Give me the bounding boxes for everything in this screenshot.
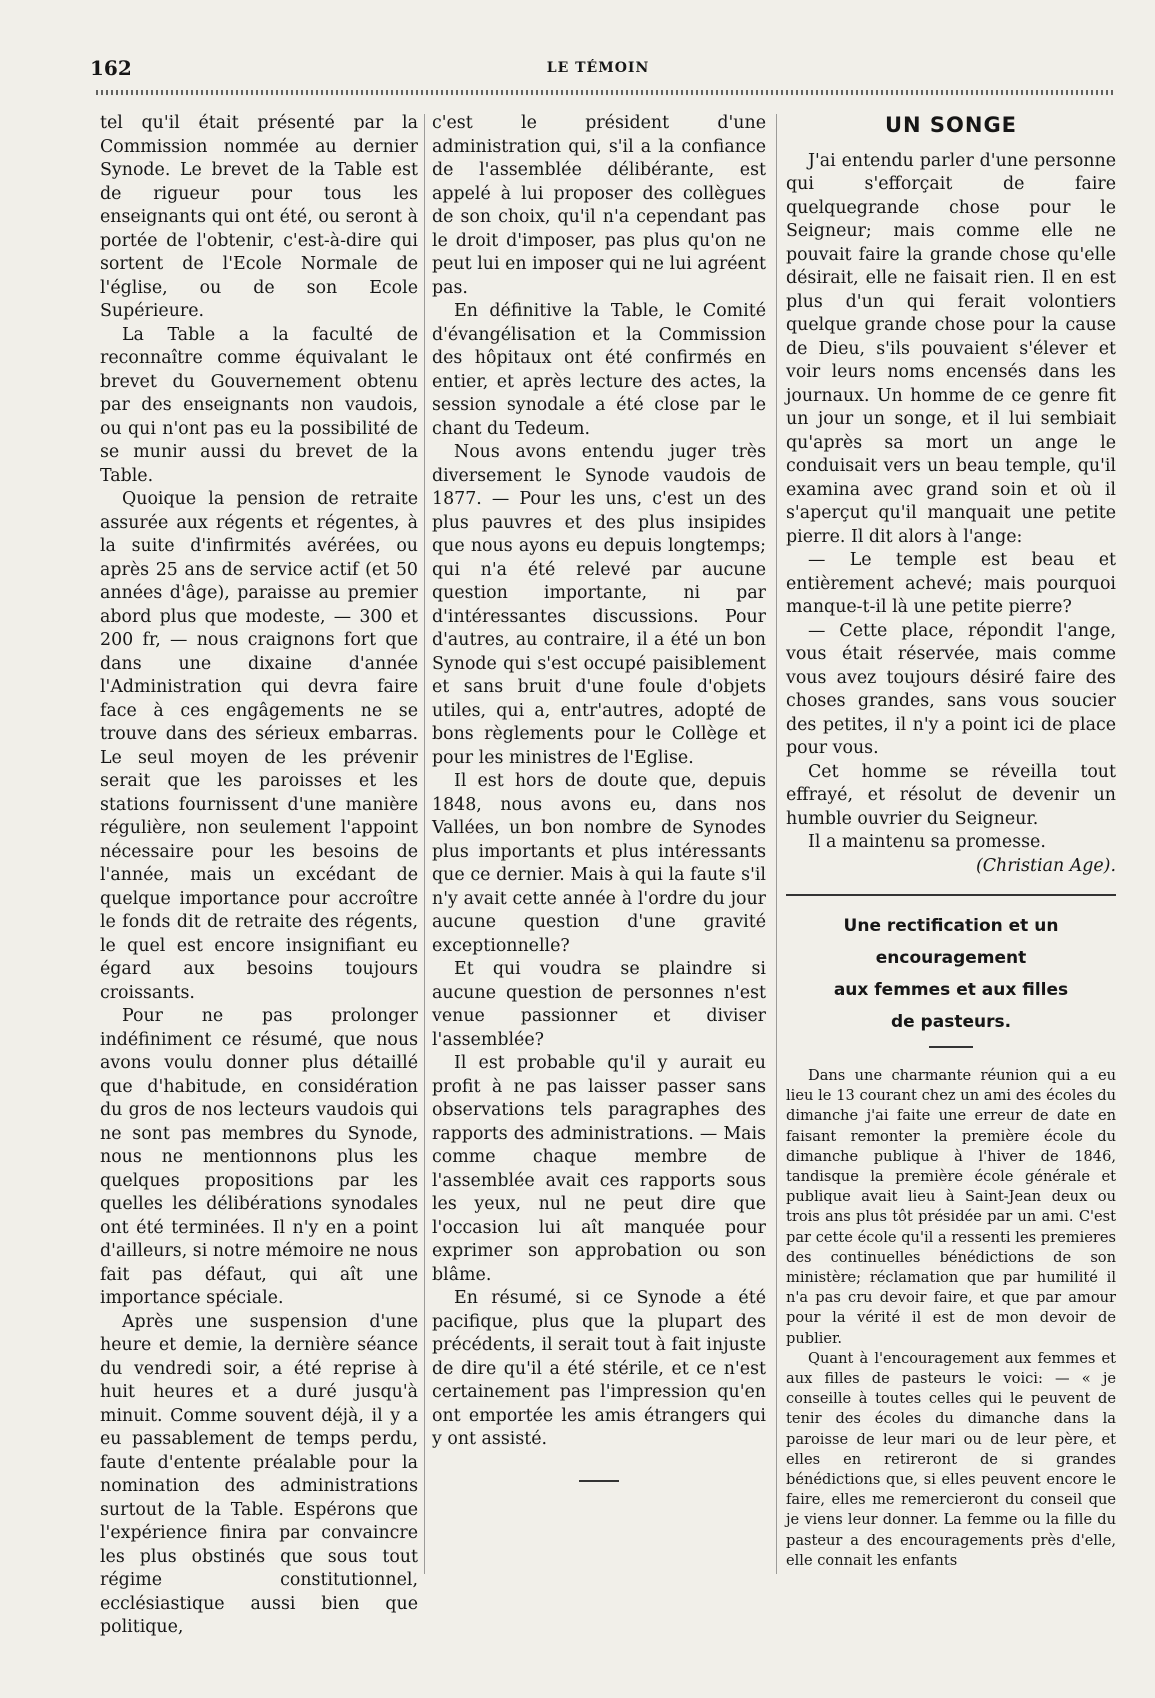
paragraph: Pour ne pas prolonger indéfiniment ce résumé, que nous avons voulu donner plus détaillé que d'habitude, en considération du gros de nos lecteurs vaudois qui ne sont pas membres du Synode, nous ne mentionnons plus les quelques propositions par les quelles les délibérations synodales ont été terminées. Il n'y en a point d'ailleurs, si notre mémoire ne nous fait pas défaut, qui aît une importance spéciale. (100, 1006, 418, 1308)
paragraph: Et qui voudra se plaindre si aucune question de personnes n'est venue passionner et diviser l'assemblée? (432, 959, 766, 1050)
article-signature: (Christian Age). (975, 855, 1116, 876)
paragraph: Il a maintenu sa promesse. (808, 832, 1046, 852)
column-1 (100, 112, 418, 1640)
article-title-line-2: aux femmes et aux filles (833, 980, 1069, 1000)
paragraph: En définitive la Table, le Comité d'évangélisation et la Commission des hôpitaux ont été confirmés en entier, et après lecture des actes, la session synodale a été close par le chant du Tedeum. (432, 301, 766, 439)
paragraph: Il est hors de doute que, depuis 1848, nous avons eu, dans nos Vallées, un bon nombre de Synodes plus importants et plus intéressants que ce dernier. Mais à qui la faute s'il n'y avait cette année à l'ordre du jour aucune question d'une gravité exceptionnelle? (432, 771, 766, 956)
paragraph: La Table a la faculté de reconnaître comme équivalant le brevet du Gouvernement obtenu par des enseignants non vaudois, ou qui n'ont pas eu la possibilité de se munir aussi du brevet de la Table. (100, 324, 418, 486)
article-title-line-1: Une rectification et un encouragement (843, 916, 1059, 968)
paragraph: c'est le président d'une administration qui, s'il a la confiance de l'assemblée délibérante, est appelé à lui proposer des collègues de son choix, qu'il n'a cependant pas le droit d'imposer, pas plus qu'on ne peut lui en imposer qui ne lui agréent pas. (432, 113, 766, 298)
article-title-line-3: de pasteurs. (890, 1012, 1012, 1032)
section-rule (786, 894, 1116, 896)
article-title-un-songe: UN SONGE (884, 113, 1018, 137)
paragraph: Quant à l'encouragement aux femmes et aux filles de pasteurs le voici: — « je conseille à toutes celles qui le peuvent de tenir des écoles du dimanche dans la paroisse de leur mari ou de leur père, et elles en retireront de si grandes bénédictions que, si elles peuvent encore le faire, elles me remercieront du conseil que je viens leur donner. La femme ou la fille du pasteur a des encouragements près d'elle, elle connait les enfants (786, 1349, 1116, 1569)
paragraph: Cet homme se réveilla tout effrayé, et résolut de devenir un humble ouvrier du Seigneur. (786, 761, 1116, 829)
paragraph: Nous avons entendu juger très diversement le Synode vaudois de 1877. — Pour les uns, c'est un des plus pauvres et des plus insipides que nous ayons eu depuis longtemps; qui n'a été relevé par aucune question importante, ni par d'intéressantes discussions. Pour d'autres, au contraire, il a été un bon Synode qui s'est occupé paisiblement et sans bruit d'une foule d'objets utiles, qui a, entr'autres, adopté de bons règlements pour le Collège et pour les ministres de l'Eglise. (432, 442, 766, 768)
paragraph: Après une suspension d'une heure et demie, la dernière séance du vendredi soir, a été reprise à huit heures et a duré jusqu'à minuit. Comme souvent déjà, il y a eu passablement de temps perdu, faute d'entente préalable pour la nomination des administrations surtout de la Table. Espérons que l'expérience finira par convaincre les plus obstinés que sous tout régime constitutionnel, ecclésiastique aussi bien que politique, (100, 1311, 418, 1637)
column-divider (776, 114, 777, 1574)
paragraph: — Cette place, répondit l'ange, vous était réservée, mais comme vous avez toujours désiré faire des choses grandes, sans vous soucier des petites, il n'y a point ici de place pour vous. (786, 620, 1116, 758)
column-3 (786, 112, 1116, 1571)
page-header (90, 56, 1106, 86)
column-2 (432, 112, 766, 1482)
paragraph: tel qu'il était présenté par la Commission nommée au dernier Synode. Le brevet de la Table est de rigueur pour tous les enseignants qui ont été, ou seront à portée de l'obtenir, c'est-à-dire qui sortent de l'Ecole Normale de l'église, ou de son Ecole Supérieure. (100, 113, 418, 321)
paragraph: — Le temple est beau et entièrement achevé; mais pourquoi manque-t-il là une petite pierre? (786, 550, 1116, 617)
page-number: 162 (90, 56, 132, 80)
column-divider (424, 114, 425, 1574)
paragraph: J'ai entendu parler d'une personne qui s'efforçait de faire quelquegrande chose pour le Seigneur; mais comme elle ne pouvait faire la grande chose qu'elle désirait, elle ne faisait rien. Il en est plus d'un qui ferait volontiers quelque grande chose pour la cause de Dieu, s'ils pouvaient s'élever et voir leurs noms encensés dans les journaux. Un homme de ce genre fit un jour un songe, et il lui sembiait qu'après sa mort un ange le conduisait vers un beau temple, qu'il examina avec grand soin et où il s'aperçut qu'il manquait une petite pierre. Il dit alors à l'ange: (786, 150, 1116, 547)
title-rule (929, 1046, 973, 1048)
paragraph: Dans une charmante réunion qui a eu lieu le 13 courant chez un ami des écoles du dimanche j'ai faite une erreur de date en faisant remonter la première école du dimanche publique à l'hiver de 1846, tandisque la première école générale et publique avait lieu à Saint-Jean deux ou trois ans plus tôt présidée par un ami. C'est par cette école qu'il a ressenti les premieres des continuelles bénédictions de son ministère; réclamation que par humilité il n'a pas cru devoir faire, et que par amour pour la vérité il est de mon devoir de publier. (786, 1067, 1116, 1347)
journal-title: LE TÉMOIN (546, 60, 650, 76)
header-rule (96, 90, 1114, 95)
paragraph: En résumé, si ce Synode a été pacifique, plus que la plupart des précédents, il serait tout à fait injuste de dire qu'il a été stérile, et ce n'est certainement pas l'impression qu'en ont emportée les amis étrangers qui y ont assisté. (432, 1288, 766, 1449)
paragraph: Quoique la pension de retraite assurée aux régents et régentes, à la suite d'infirmités avérées, ou après 25 ans de service actif (et 50 années d'âge), paraisse au premier abord plus que modeste, — 300 et 200 fr, — nous craignons fort que dans une dixaine d'année l'Administration qui devra faire face à ces engâgements ne se trouve dans des sérieux embarras. Le seul moyen de les prévenir serait que les paroisses et les stations fournissent d'une manière régulière, non seulement l'appoint nécessaire pour les besoins de l'année, mais un excédant de quelque importance pour accroître le fonds dit de retraite des régents, le quel est encore insignifiant eu égard aux besoins toujours croissants. (100, 489, 418, 1003)
end-rule (579, 1480, 619, 1482)
paragraph: Il est probable qu'il y aurait eu profit à ne pas laisser passer sans observations tels paragraphes des rapports des administrations. — Mais comme chaque membre de l'assemblée avait ces rapports sous les yeux, nul ne peut dire que l'occasion lui aît manquée pour exprimer son approbation ou son blâme. (432, 1053, 766, 1285)
